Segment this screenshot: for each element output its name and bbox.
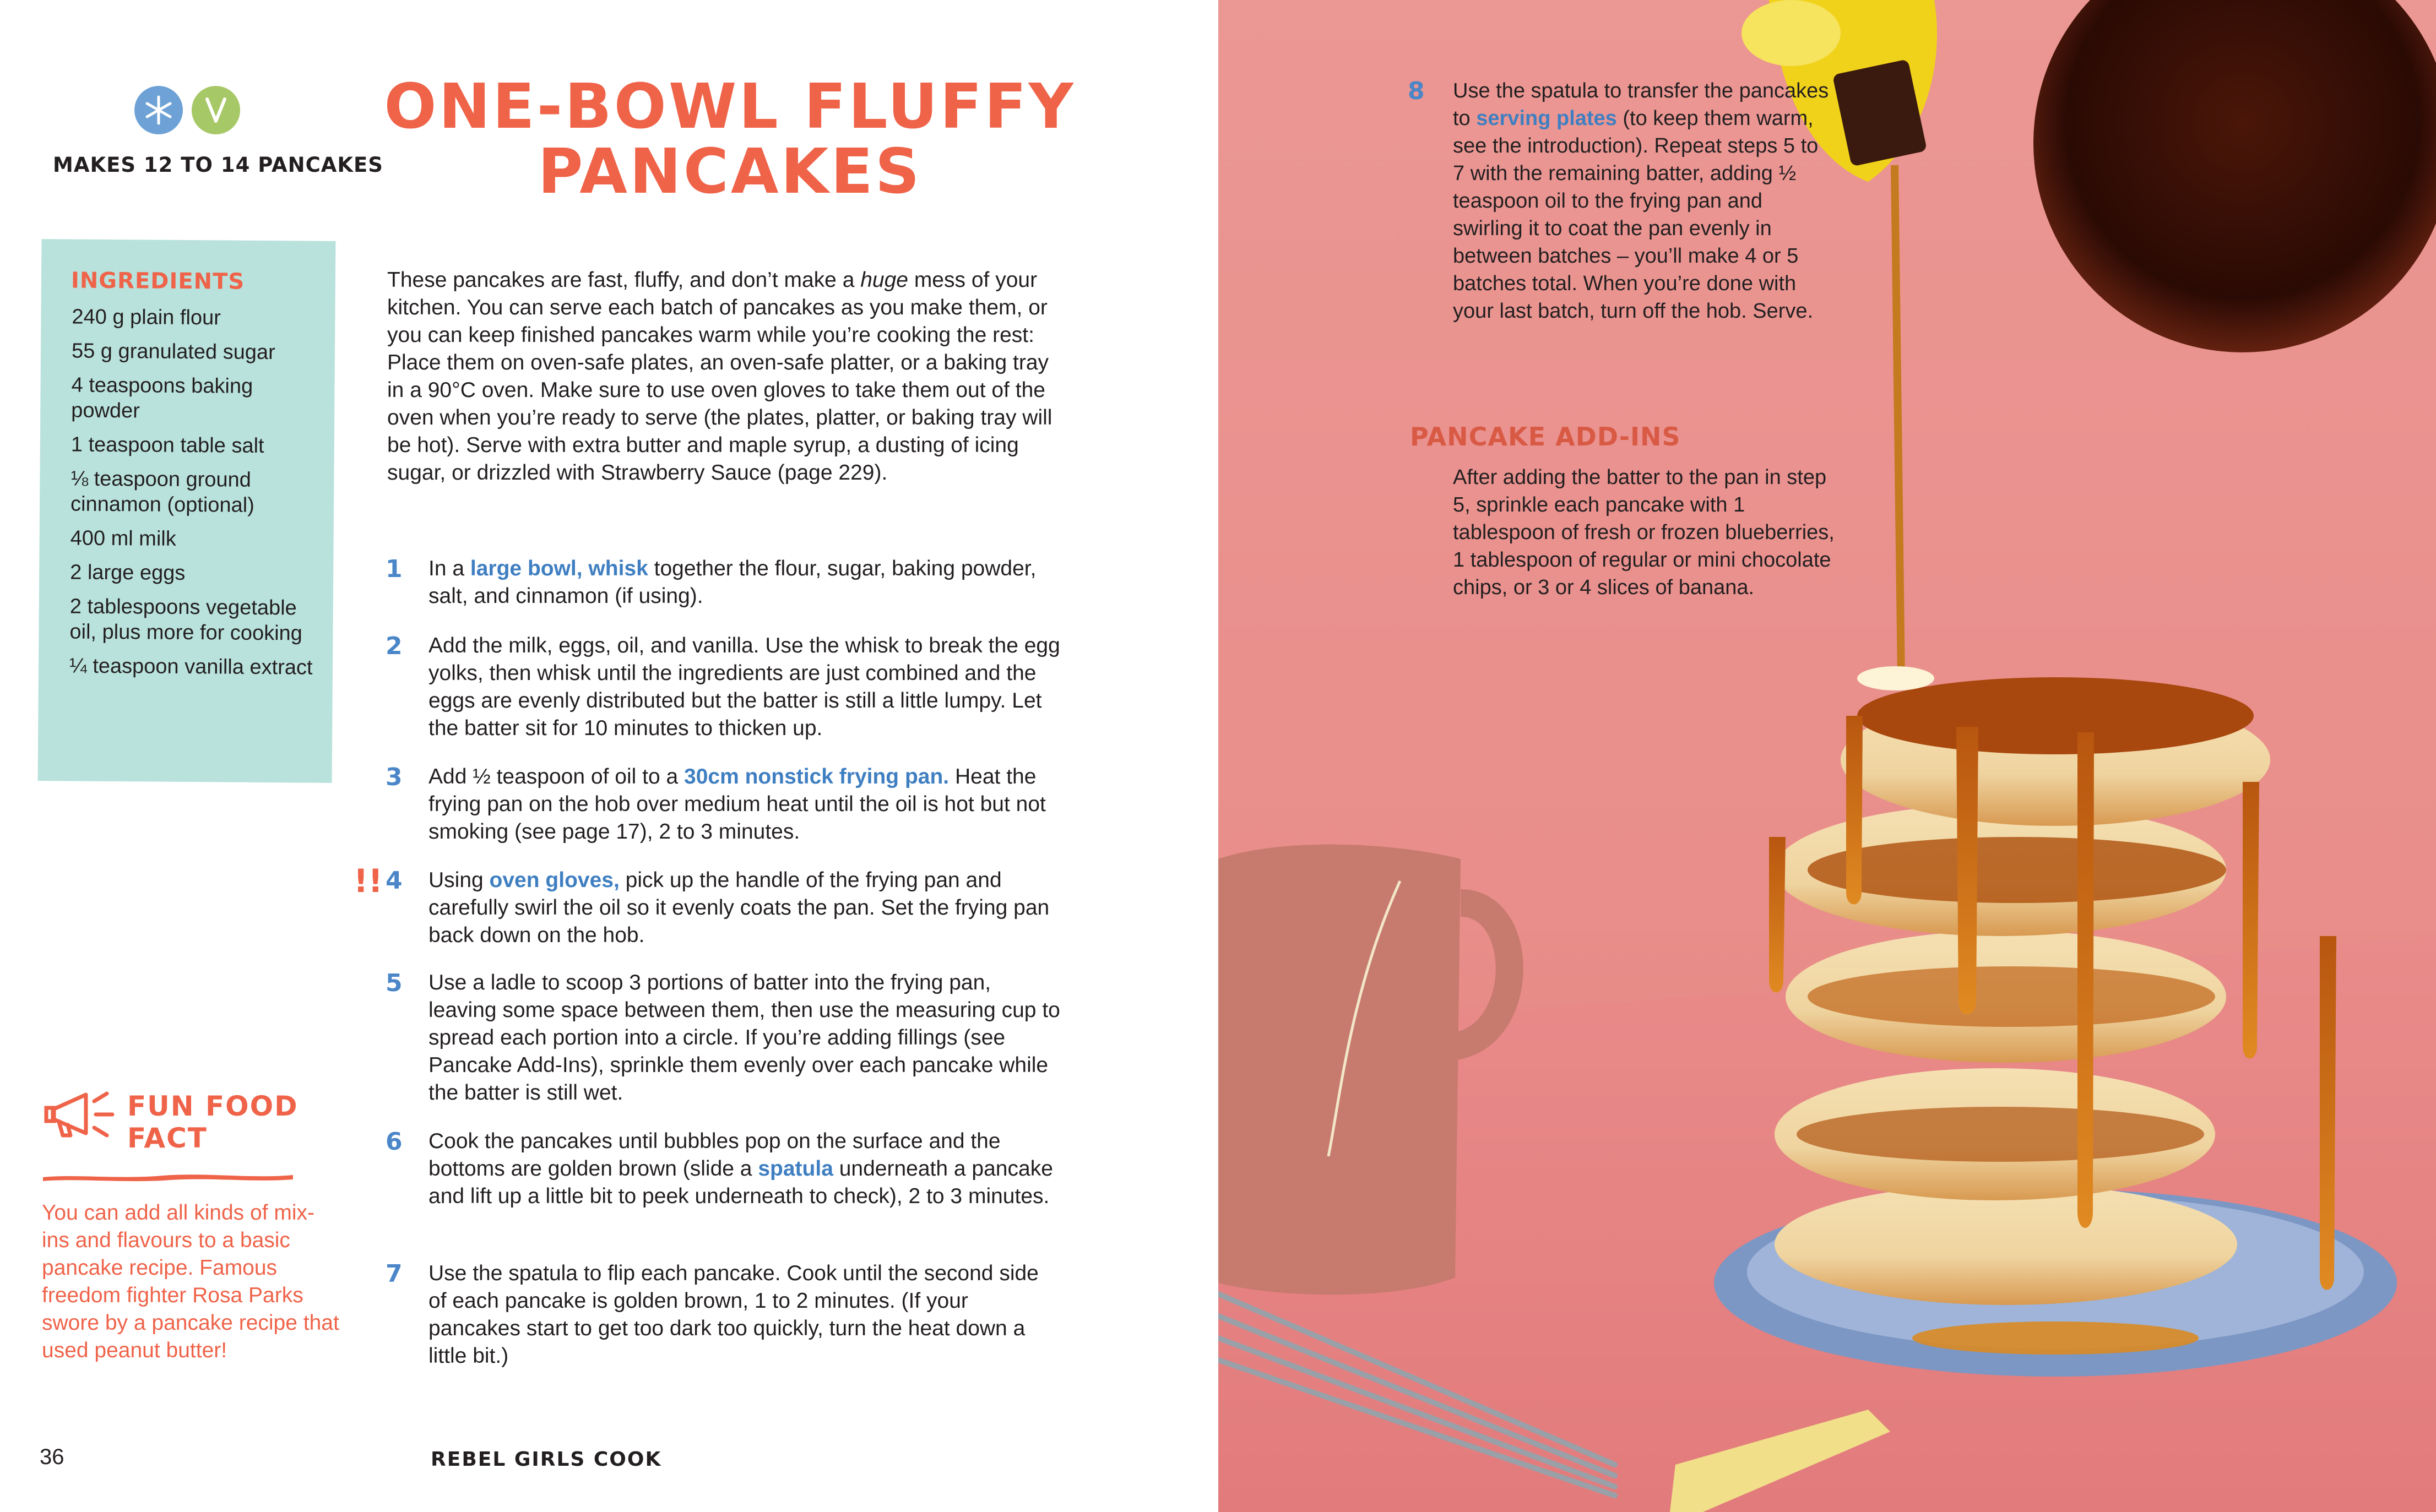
ingredients-title: INGREDIENTS	[70, 268, 245, 295]
ingredient-item: 2 tablespoons vegetable oil, plus more for cooking	[69, 595, 303, 645]
intro-text: These pancakes are fast, fluffy, and don’t make a	[387, 268, 861, 292]
step-text: Use a ladle to scoop 3 portions of batter into the frying pan, leaving some space between them, then use the measuring cup to spread each portion into a circle. If you’re adding fillings (see Pancake Add-Ins), sprinkle them evenly over each pancake while the batter is still wet.	[428, 971, 1060, 1105]
addins-title: PANCAKE ADD-INS	[1410, 422, 1681, 452]
syrup-jar	[2033, 0, 2436, 352]
step-text: Use the spatula to flip each pancake. Cook until the second side of each pancake is golden brown, 1 to 2 minutes. (If your pancakes start to get too dark too quickly, turn the heat down a little bit.)	[428, 1261, 1039, 1368]
book-title: REBEL GIRLS COOK	[431, 1448, 662, 1471]
tool-highlight: spatula	[758, 1157, 833, 1181]
step-text: In a large bowl, whisk together the flour, sugar, baking powder, salt, and cinnamon (if using).	[428, 557, 1037, 608]
page-number: 36	[40, 1445, 64, 1469]
ingredient-item: 400 ml milk	[70, 526, 176, 551]
yield-label: MAKES 12 TO 14 PANCAKES	[53, 153, 383, 177]
step-number: 4	[386, 867, 403, 895]
brush-stroke-divider	[42, 1171, 295, 1183]
warning-icon: !!	[354, 862, 383, 900]
ingredient-item: 55 g granulated sugar	[71, 339, 275, 365]
ingredient-item: 1 teaspoon table salt	[70, 433, 264, 458]
step-text: Cook the pancakes until bubbles pop on the surface and the bottoms are golden brown (slide a spatula underneath a pancake and lift up a little bit to peek underneath to check), 2 to 3 minutes.	[428, 1129, 1053, 1208]
recipe-title	[358, 71, 1102, 208]
recipe-title-line2: PANCAKES	[538, 136, 922, 208]
step-text: Add the milk, eggs, oil, and vanilla. Use the whisk to break the egg yolks, then whisk until the ingredients are just combined and the eggs are evenly distributed but the batter is still a little lumpy. Let the batter sit for 10 minutes to thicken up.	[428, 634, 1060, 740]
step-text: Use the spatula to transfer the pancakes to serving plates (to keep them warm, see the introduction). Repeat steps 5 to 7 with the remaining batter, adding ½ teaspoon oil to the frying pan and swirling it to coat the pan evenly in between batches – you’ll make 4 or 5 batches total. When you’re done with your last batch, turn off the hob. Serve.	[1453, 79, 1829, 323]
step-number: 3	[386, 763, 403, 791]
step-number: 8	[1408, 77, 1425, 105]
tool-highlight: oven gloves,	[489, 868, 620, 892]
ingredient-item: ⅛ teaspoon ground cinnamon (optional)	[70, 467, 254, 517]
tool-highlight: 30cm nonstick frying pan.	[684, 765, 950, 788]
step-number: 5	[386, 969, 403, 997]
ingredient-item: 2 large eggs	[70, 561, 186, 585]
intro-text: mess of your kitchen. You can serve each batch of pancakes as you make them, or you can keep finished pancakes warm while you’re cooking the rest: Place them on oven-safe plates, an oven-safe platter, or a baking tray in a 90°C oven. Make sure to use oven gloves to take them out of the oven when you’re ready to serve (the plates, platter, or baking tray will be hot). Serve with extra butter and maple syrup, a dusting of icing sugar, or drizzled with Strawberry Sauce (page 229).	[387, 268, 1052, 485]
step-number: 1	[386, 555, 403, 583]
vegetarian-icon	[192, 86, 240, 134]
step-text: Using oven gloves, pick up the handle of the frying pan and carefully swirl the oil so it evenly coats the pan. Set the frying pan back down on the hob.	[428, 868, 1050, 947]
recipe-title-line1: ONE-BOWL FLUFFY	[384, 71, 1076, 143]
step-number: 6	[386, 1128, 403, 1156]
ingredient-item: 4 teaspoons baking powder	[71, 373, 253, 423]
ingredient-item: 240 g plain flour	[72, 305, 221, 330]
ingredients-list	[69, 304, 320, 689]
addins-text: After adding the batter to the pan in step 5, sprinkle each pancake with 1 tablespoon of fresh or frozen blueberries, 1 tablespoon of regular or mini chocolate chips, or 3 or 4 slices of banana.	[1453, 466, 1835, 599]
fun-fact-title: FUN FOOD FACT	[127, 1090, 299, 1154]
intro-emphasis: huge	[860, 268, 908, 292]
fun-fact-text: You can add all kinds of mix-ins and flavours to a basic pancake recipe. Famous freedom fighter Rosa Parks swore by a pancake recipe that used peanut butter!	[42, 1201, 339, 1362]
step-text: Add ½ teaspoon of oil to a 30cm nonstick frying pan. Heat the frying pan on the hob over medium heat until the oil is hot but not smoking (see page 17), 2 to 3 minutes.	[428, 765, 1046, 844]
recipe-intro	[387, 266, 1065, 487]
ingredients-panel	[38, 239, 336, 783]
ingredient-item: ¼ teaspoon vanilla extract	[69, 654, 313, 679]
no-sharp-tools-icon	[134, 86, 183, 134]
mug	[1218, 845, 1461, 1295]
step-number: 2	[386, 632, 403, 660]
tool-highlight: large bowl, whisk	[470, 557, 648, 580]
step-number: 7	[386, 1260, 403, 1288]
megaphone-icon	[42, 1085, 119, 1145]
tool-highlight: serving plates	[1476, 107, 1617, 130]
